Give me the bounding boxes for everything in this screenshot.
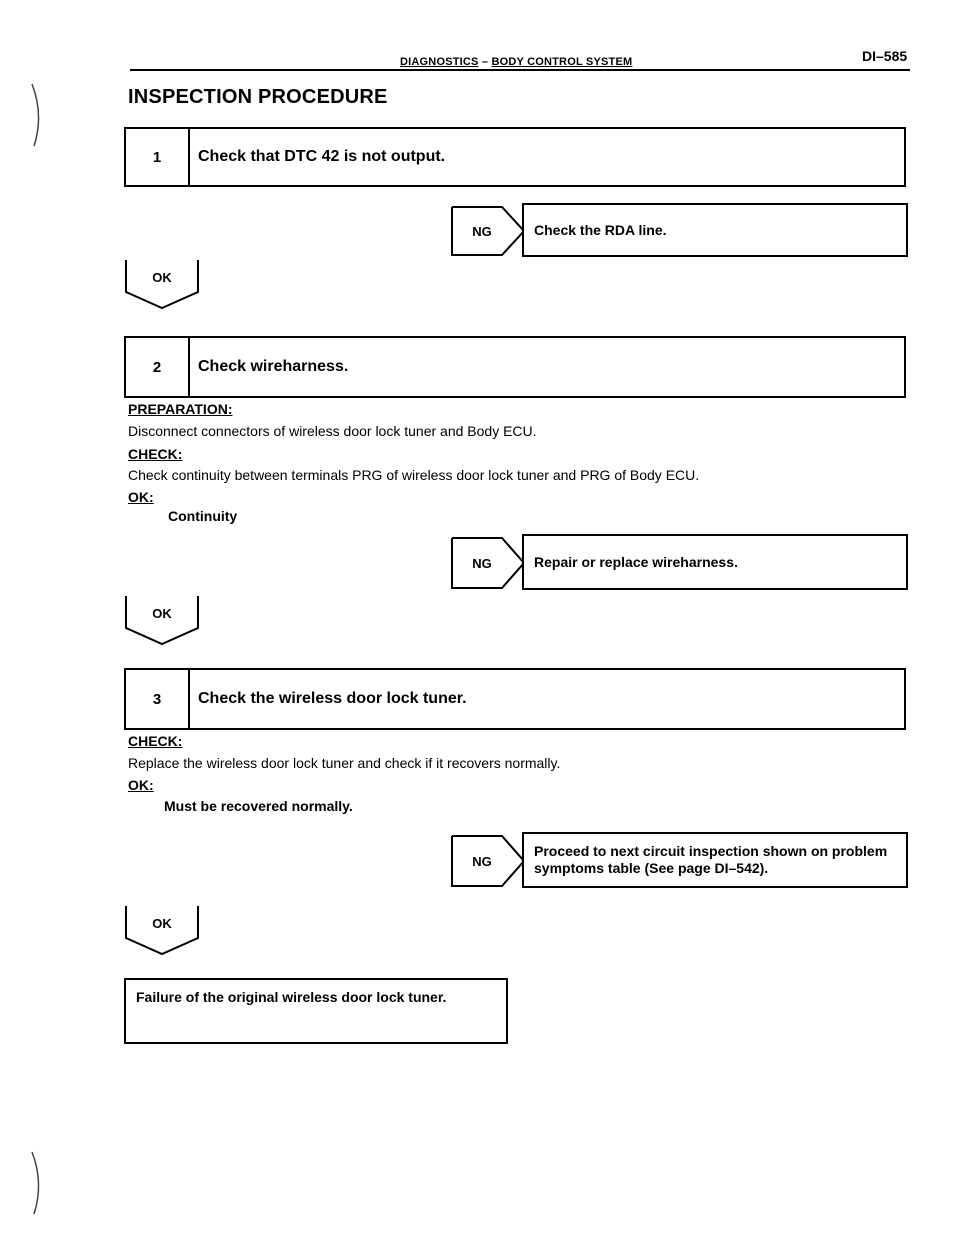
section-name: DIAGNOSTICS (400, 56, 479, 68)
step-3-ok-spec-value: Must be recovered normally. (164, 798, 353, 814)
step-3-check-text: Replace the wireless door lock tuner and check if it recovers normally. (128, 755, 561, 771)
section-header (400, 56, 632, 68)
page-number: DI–585 (862, 48, 908, 64)
final-result-text: Failure of the original wireless door lock tuner. (136, 989, 447, 1005)
step-2-box (124, 336, 906, 398)
step-2-ng-action-box (522, 534, 908, 590)
step-1-ok-tag (124, 258, 200, 310)
step-3-check-label: CHECK: (128, 733, 183, 749)
step-3-ng-action: Proceed to next circuit inspection shown on problem symptoms table (See page DI–542). (534, 843, 888, 876)
step-2-ng-label: NG (472, 555, 492, 571)
step-1-ng-action-box (522, 203, 908, 257)
step-2-check-label: CHECK: (128, 446, 183, 462)
step-2-ng-action: Repair or replace wireharness. (534, 553, 738, 570)
step-3-ng-action-box (522, 832, 908, 888)
step-2-ok-tag (124, 594, 200, 646)
final-result-box (124, 978, 508, 1044)
subsection-name: BODY CONTROL SYSTEM (491, 56, 633, 68)
step-2-ok-spec-label: OK: (128, 489, 154, 505)
step-2-ok-label: OK (152, 606, 172, 621)
step-2-ok-spec-value: Continuity (168, 508, 238, 524)
header-rule (130, 69, 910, 71)
step-3-number: 3 (126, 670, 190, 728)
step-2-number: 2 (126, 338, 190, 396)
page-title: INSPECTION PROCEDURE (128, 86, 388, 108)
section-separator: – (481, 56, 489, 68)
step-1-ok-label: OK (152, 270, 172, 285)
step-2-check-text: Check continuity between terminals PRG of wireless door lock tuner and PRG of Body ECU. (128, 467, 700, 483)
step-2-title: Check wireharness. (198, 358, 349, 375)
step-3-title: Check the wireless door lock tuner. (198, 690, 467, 707)
step-1-title: Check that DTC 42 is not output. (198, 148, 446, 165)
step-1-ng-action: Check the RDA line. (534, 221, 667, 238)
step-3-ng-tag (450, 834, 528, 888)
step-2-ng-tag (450, 536, 528, 590)
binder-mark-icon (28, 80, 48, 150)
step-3-ok-tag (124, 904, 200, 956)
step-1-ng-label: NG (472, 223, 492, 239)
step-3-ok-label: OK (152, 916, 172, 931)
step-1-box (124, 127, 906, 187)
step-3-box (124, 668, 906, 730)
step-2-preparation-label: PREPARATION: (128, 401, 233, 417)
step-1-number: 1 (126, 129, 190, 185)
step-2-preparation-text: Disconnect connectors of wireless door lock tuner and Body ECU. (128, 423, 537, 439)
step-3-ng-label: NG (472, 853, 492, 869)
binder-mark-icon (28, 1148, 48, 1218)
step-3-ok-spec-label: OK: (128, 777, 154, 793)
step-1-ng-tag (450, 205, 528, 257)
